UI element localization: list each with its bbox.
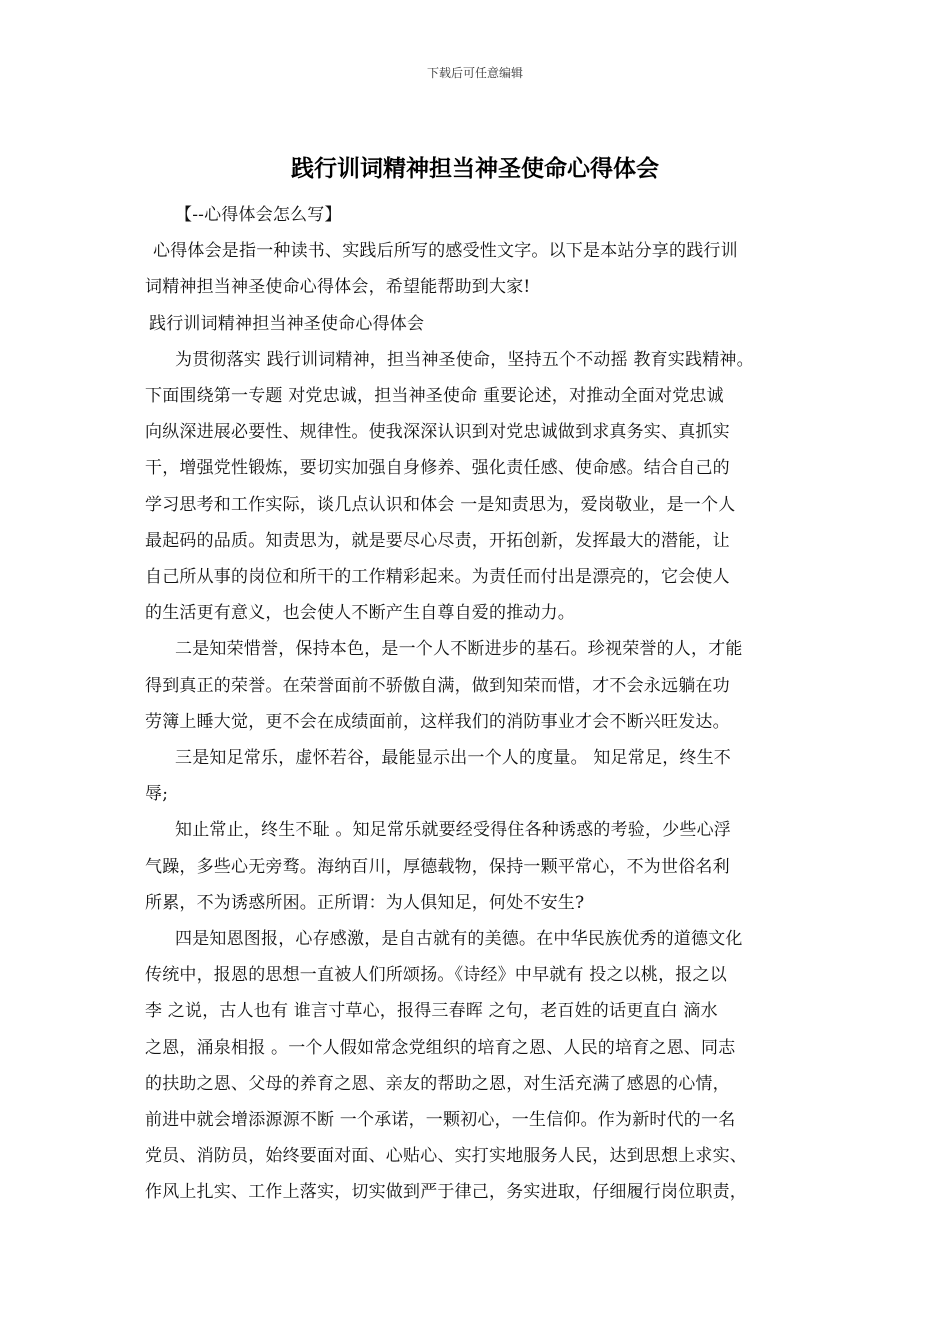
- text-line: 自己所从事的岗位和所干的工作精彩起来。为责任而付出是漂亮的，它会使人: [145, 567, 730, 588]
- text-line: 最起码的品质。知责思为，就是要尽心尽责，开拓创新，发挥最大的潜能，让: [145, 530, 730, 551]
- text-line: 知止常止，终生不耻 。知足常乐就要经受得住各种诱惑的考验，少些心浮: [175, 820, 732, 841]
- text-line: 心得体会是指一种读书、实践后所写的感受性文字。以下是本站分享的践行训: [153, 241, 738, 262]
- text-line: 学习思考和工作实际，谈几点认识和体会 一是知责思为，爱岗敬业，是一个人: [145, 494, 736, 515]
- subheading: 践行训词精神担当神圣使命心得体会: [149, 313, 425, 334]
- text-line: 干，增强党性锻炼，要切实加强自身修养、强化责任感、使命感。结合自己的: [145, 458, 730, 479]
- text-line: 的扶助之恩、父母的养育之恩、亲友的帮助之恩，对生活充满了感恩的心情，: [145, 1073, 730, 1094]
- text-line: 的生活更有意义，也会使人不断产生自尊自爱的推动力。: [145, 603, 575, 624]
- text-line: 传统中，报恩的思想一直被人们所颂扬。《诗经》中早就有 投之以桃，报之以: [145, 965, 727, 986]
- text-line: 李 之说，古人也有 谁言寸草心，报得三春晖 之句，老百姓的话更直白 滴水: [145, 1001, 718, 1022]
- text-line: 辱;: [145, 784, 169, 805]
- text-line: 前进中就会增添源源不断 一个承诺，一颗初心，一生信仰。作为新时代的一名: [145, 1110, 736, 1131]
- text-line: 之恩，涌泉相报 。一个人假如常念党组织的培育之恩、人民的培育之恩、同志: [145, 1037, 736, 1058]
- text-line: 得到真正的荣誉。在荣誉面前不骄傲自满，做到知荣而惜，才不会永远躺在功: [145, 675, 730, 696]
- text-line: 为贯彻落实 践行训词精神，担当神圣使命，坚持五个不动摇 教育实践精神。: [175, 349, 754, 370]
- document-title: 践行训词精神担当神圣使命心得体会: [291, 156, 659, 182]
- text-line: 三是知足常乐，虚怀若谷，最能显示出一个人的度量。 知足常足，终生不: [175, 748, 732, 769]
- document-body: [145, 197, 825, 1211]
- text-line: 二是知荣惜誉，保持本色，是一个人不断进步的基石。珍视荣誉的人，才能: [175, 639, 743, 660]
- text-line: 劳簿上睡大觉，更不会在成绩面前，这样我们的消防事业才会不断兴旺发达。: [145, 711, 730, 732]
- text-line: 下面围绕第一专题 对党忠诚，担当神圣使命 重要论述，对推动全面对党忠诚: [145, 386, 724, 407]
- text-line: 向纵深进展必要性、规律性。使我深深认识到对党忠诚做到求真务实、真抓实: [145, 422, 730, 443]
- text-line: 作风上扎实、工作上落实，切实做到严于律己，务实进取，仔细履行岗位职责，: [145, 1182, 747, 1203]
- text-line: 四是知恩图报，心存感激，是自古就有的美德。在中华民族优秀的道德文化: [175, 929, 743, 950]
- header-note: 下载后可任意编辑: [426, 66, 523, 80]
- text-line: 气躁，多些心无旁骛。海纳百川，厚德载物，保持一颗平常心，不为世俗名利: [145, 856, 730, 877]
- text-line: 所累，不为诱惑所困。正所谓：为人俱知足，何处不安生?: [145, 892, 585, 913]
- section-label: 【--心得体会怎么写】: [175, 205, 342, 225]
- text-line: 党员、消防员，始终要面对面、心贴心、实打实地服务人民，达到思想上求实、: [145, 1146, 747, 1167]
- text-line: 词精神担当神圣使命心得体会，希望能帮助到大家!: [145, 277, 531, 298]
